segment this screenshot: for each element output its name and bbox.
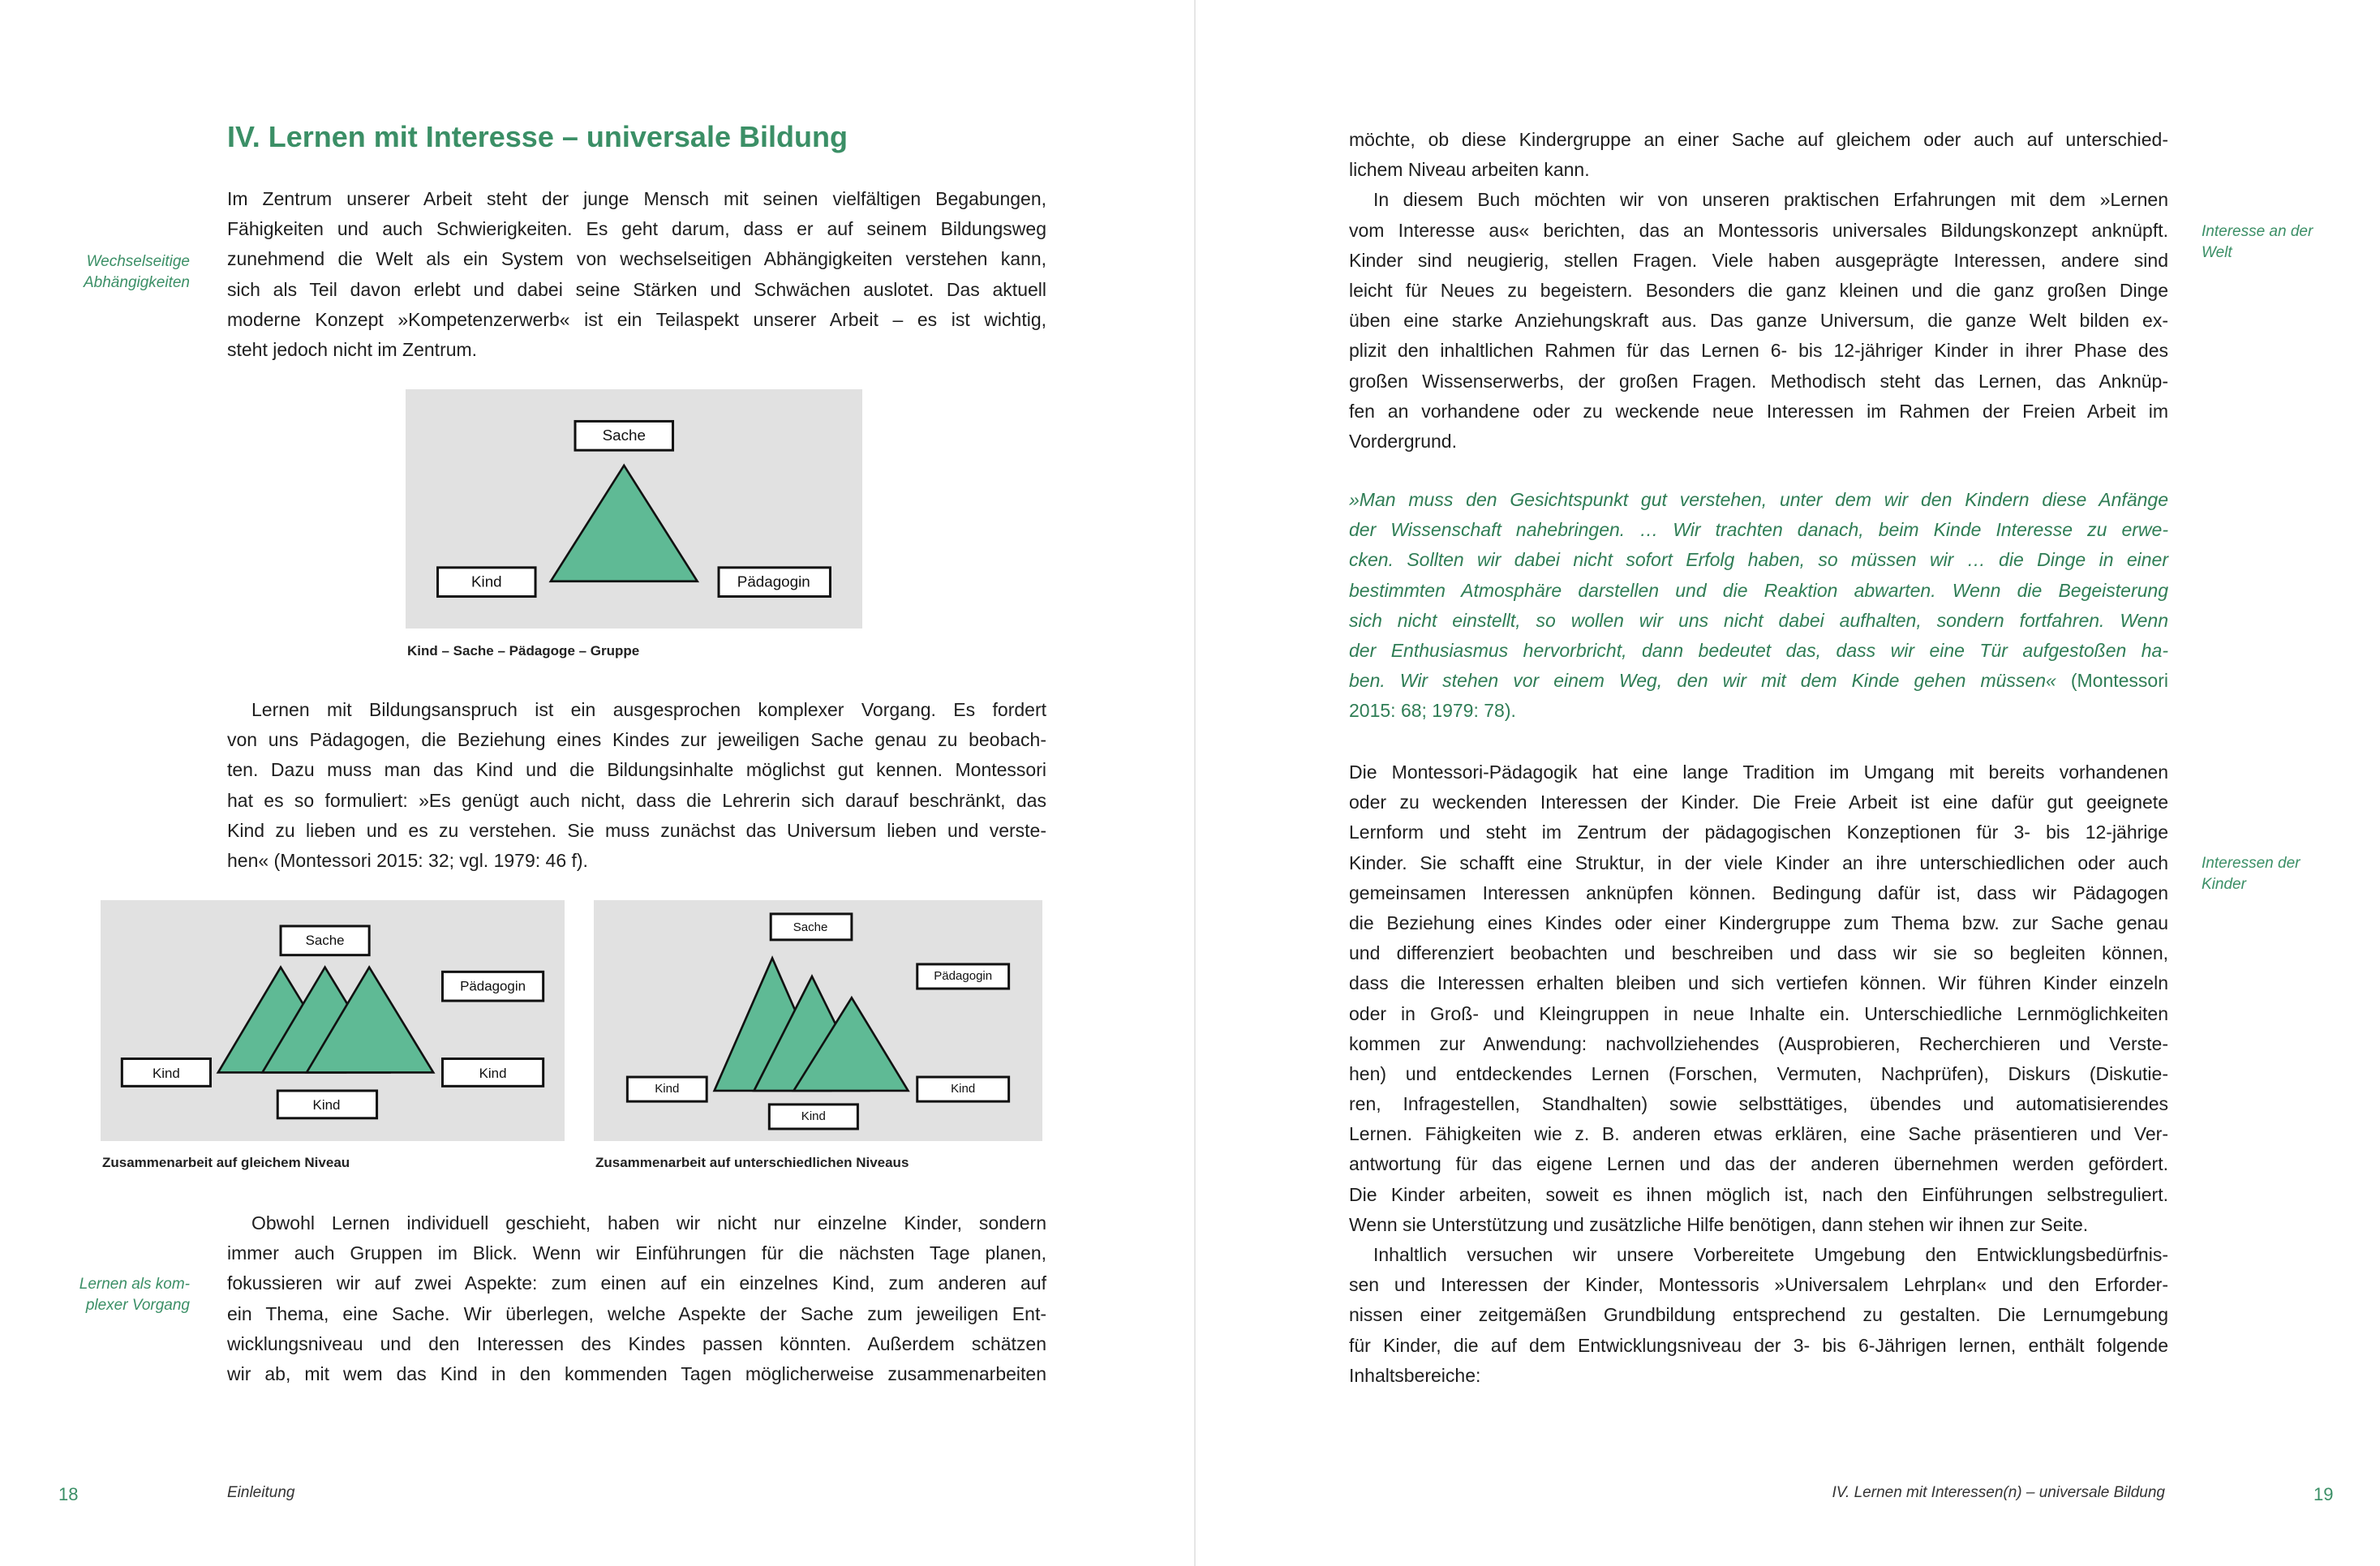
label-kind: Kind: [152, 1065, 180, 1081]
diagram-same-level: [101, 900, 565, 1141]
text-line: gemeinsamen Interessen anknüpfen können. Bedingung dafür ist, dass wir Pädagogen: [1349, 882, 2168, 903]
running-head: Einleitung: [227, 1484, 295, 1501]
text-line: Lernen mit Bildungsanspruch ist ein ausgesprochen komplexer Vorgang. Es fordert: [251, 699, 1046, 720]
label-kind: Kind: [479, 1065, 507, 1081]
margin-note-line: Interessen der: [2202, 855, 2301, 872]
citation: 2015: 68; 1979: 78).: [1349, 700, 1516, 722]
text-line: vom Interesse aus« berichten, das an Montessoris universales Bildungskonzept anknüpft.: [1349, 219, 2168, 241]
quote-line: der Enthusiasmus hervorbricht, dann bedeutet das, dass wir eine Tür aufgestoßen ha-: [1349, 639, 2168, 661]
text-line: üben eine starke Anziehungskraft aus. Das ganze Universum, die ganze Welt bilden ex-: [1349, 310, 2168, 332]
text-line: ein Thema, eine Sache. Wir überlegen, welche Aspekte der Sache zum jeweiligen Ent-: [227, 1302, 1046, 1324]
figure-caption: Zusammenarbeit auf unterschiedlichen Niveaus: [595, 1155, 909, 1170]
text-line: Kinder sind neugierig, stellen Fragen. Viele haben ausgeprägte Interessen, andere sind: [1349, 249, 2168, 271]
label-paedagogin: Pädagogin: [460, 978, 526, 994]
quote-line: sich nicht einstellt, so wollen wir uns nicht dabei aufhalten, sondern fortfahren. Wenn: [1349, 609, 2168, 631]
label-sache: Sache: [602, 427, 646, 444]
label-paedagogin: Pädagogin: [934, 968, 993, 983]
body-paragraph: [227, 184, 1046, 365]
text-line: hat es so formuliert: »Es genügt auch nicht, dass die Lehrerin sich darauf beschränkt, das: [227, 789, 1046, 811]
text-line: plizit den inhaltlichen Rahmen für das Lernen 6- bis 12-jähriger Kinder in ihrer Phase des: [1349, 340, 2168, 362]
text-line: steht jedoch nicht im Zentrum.: [227, 338, 478, 360]
text-line: hen« (Montessori 2015: 32; vgl. 1979: 46 f).: [227, 849, 588, 871]
quote-text: ben. Wir stehen vor einem Weg, den wir mit dem Kinde gehen müssen«: [1349, 670, 2071, 692]
text-line: zunehmend die Welt als ein System von wechselseitigen Abhängigkeiten verstehen kann,: [227, 248, 1046, 270]
triangle-shape: [551, 466, 698, 581]
text-line: Lernform und steht im Zentrum der pädagogischen Konzeptionen für 3- bis 12-jährige: [1349, 822, 2168, 843]
text-line: oder zu weckenden Interessen der Kinder. Die Freie Arbeit ist eine dafür gut geeignete: [1349, 792, 2168, 813]
margin-note-line: Welt: [2202, 244, 2232, 261]
text-line: nissen einer zeitgemäßen Grundbildung entsprechend zu gestalten. Die Lernumgebung: [1349, 1304, 2168, 1326]
text-line: Vordergrund.: [1349, 430, 1457, 452]
body-paragraph: [1349, 125, 2168, 457]
page-number: 18: [58, 1484, 79, 1504]
text-line: fen an vorhandene oder zu weckende neue Interessen im Rahmen der Freien Arbeit im: [1349, 400, 2168, 422]
margin-note: [2202, 853, 2300, 895]
text-line: kommen zur Anwendung: nachvollziehendes (Ausprobieren, Recherchieren und Verste-: [1349, 1032, 2168, 1054]
chapter-heading: IV. Lernen mit Interesse – universale Bildung: [227, 120, 848, 153]
text-line: Im Zentrum unserer Arbeit steht der junge Mensch mit seinen vielfältigen Begabungen,: [227, 188, 1046, 209]
text-line: Die Kinder arbeiten, soweit es ihnen möglich ist, nach den Einführungen selbstreguliert.: [1349, 1183, 2168, 1205]
text-line: wir ab, mit wem das Kind in den kommenden Tagen möglicherweise zusammenarbeiten: [227, 1362, 1046, 1384]
figure-caption: Kind – Sache – Pädagoge – Gruppe: [407, 643, 640, 659]
figure-caption: Zusammenarbeit auf gleichem Niveau: [102, 1155, 350, 1170]
text-line: von uns Pädagogen, die Beziehung eines Kindes zur jeweiligen Sache genau zu beobach-: [227, 729, 1046, 751]
text-line: Fähigkeiten und auch Schwierigkeiten. Es geht darum, dass er auf seinem Bildungsweg: [227, 218, 1046, 240]
text-line: In diesem Buch möchten wir von unseren praktischen Erfahrungen mit dem »Lernen: [1373, 189, 2168, 211]
margin-note-line: Wechselseitige: [86, 253, 190, 270]
label-sache: Sache: [305, 933, 345, 949]
margin-note: [49, 1274, 190, 1316]
label-sache: Sache: [793, 920, 828, 934]
text-line: möchte, ob diese Kindergruppe an einer Sache auf gleichem oder auch auf unterschied-: [1349, 129, 2168, 150]
page-number: 19: [2313, 1484, 2334, 1504]
margin-note-line: plexer Vorgang: [85, 1297, 190, 1314]
quote-line: bestimmten Atmosphäre darstellen und die Reaktion abwarten. Wenn die Begeisterung: [1349, 579, 2168, 601]
text-line: Lernen. Fähigkeiten wie z. B. anderen etwas erklären, eine Sache präsentieren und Ver-: [1349, 1123, 2168, 1145]
margin-note-line: Interesse an der: [2202, 223, 2313, 240]
margin-note-line: Kinder: [2202, 876, 2246, 893]
text-line: Kind zu lieben und es zu verstehen. Sie muss zunächst das Universum lieben und verste-: [227, 819, 1046, 841]
quote-line: cken. Sollten wir dabei nicht sofort Erfolg haben, so müssen wir … die Dinge in einer: [1349, 549, 2168, 571]
margin-note-line: Lernen als kom-: [79, 1276, 190, 1293]
margin-note: [49, 251, 190, 294]
page-gutter: [1194, 0, 1196, 1566]
text-line: antwortung für das eigene Lernen und das der anderen übernehmen werden gefördert.: [1349, 1153, 2168, 1175]
diagram-kind-sache-paedagoge: [406, 389, 862, 629]
text-line: großen Wissenserwerbs, der großen Fragen. Methodisch steht das Lernen, das Anknüp-: [1349, 370, 2168, 392]
citation: (Montessori: [2070, 670, 2168, 692]
text-line: moderne Konzept »Kompetenzerwerb« ist ein Teilaspekt unserer Arbeit – es ist wichtig,: [227, 308, 1046, 330]
text-line: fokussieren wir auf zwei Aspekte: zum einen auf ein einzelnes Kind, zum anderen auf: [227, 1272, 1046, 1294]
text-line: wicklungsniveau und den Interessen des Kindes passen könnten. Außerdem schätzen: [227, 1332, 1046, 1354]
label-kind: Kind: [470, 573, 502, 590]
label-kind: Kind: [312, 1097, 341, 1113]
text-line: dass die Interessen erhalten bleiben und sich vertiefen können. Wir führen Kinder einzeln: [1349, 972, 2168, 994]
quote-line: [1349, 666, 2168, 696]
block-quote: [1349, 485, 2168, 727]
diagram-different-levels: [594, 900, 1042, 1141]
text-line: sen und Interessen der Kinder, Montessoris »Universalem Lehrplan« und den Erforder-: [1349, 1274, 2168, 1296]
text-line: sich als Teil davon erlebt und dabei seine Stärken und Schwächen auslotet. Das aktuell: [227, 278, 1046, 300]
text-line: Wenn sie Unterstützung und zusätzliche Hilfe benötigen, dann stehen wir ihnen zur Seite.: [1349, 1213, 2089, 1235]
text-line: oder in Groß- und Kleingruppen in neue Inhalte ein. Unterschiedliche Lernmöglichkeiten: [1349, 1002, 2168, 1024]
label-kind: Kind: [801, 1109, 826, 1123]
text-line: leicht für Neues zu begeistern. Besonders die ganz kleinen und die ganz großen Dinge: [1349, 279, 2168, 301]
text-line: hen) und entdeckendes Lernen (Forschen, Vermuten, Nachprüfen), Diskurs (Diskutie-: [1349, 1062, 2168, 1084]
text-line: Inhaltsbereiche:: [1349, 1364, 1481, 1386]
text-line: Inhaltlich versuchen wir unsere Vorbereitete Umgebung den Entwicklungsbedürfnis-: [1373, 1244, 2168, 1265]
label-paedagogin: Pädagogin: [737, 573, 810, 590]
text-line: immer auch Gruppen im Blick. Wenn wir Einführungen für die nächsten Tage planen,: [227, 1242, 1046, 1264]
margin-note-line: Abhängigkeiten: [84, 274, 190, 291]
quote-line: »Man muss den Gesichtspunkt gut verstehen, unter dem wir den Kindern diese Anfänge: [1349, 489, 2168, 510]
body-paragraph: [1349, 757, 2168, 1391]
text-line: lichem Niveau arbeiten kann.: [1349, 159, 1590, 181]
text-line: für Kinder, die auf dem Entwicklungsniveau der 3- bis 6-Jährigen lernen, enthält folgende: [1349, 1334, 2168, 1356]
label-kind: Kind: [655, 1082, 680, 1096]
text-line: ten. Dazu muss man das Kind und die Bildungsinhalte möglichst gut kennen. Montessori: [227, 759, 1046, 781]
label-kind: Kind: [951, 1082, 976, 1096]
body-paragraph: [227, 695, 1046, 876]
running-head: IV. Lernen mit Interessen(n) – universale Bildung: [1832, 1484, 2165, 1501]
text-line: Die Montessori-Pädagogik hat eine lange Tradition im Umgang mit bereits vorhandenen: [1349, 762, 2168, 783]
text-line: ren, Infragestellen, Standhalten) sowie selbsttätiges, übendes und automatisierendes: [1349, 1093, 2168, 1115]
text-line: und differenziert beobachten und beschreiben und dass wir sie so begleiten können,: [1349, 942, 2168, 964]
text-line: Obwohl Lernen individuell geschieht, haben wir nicht nur einzelne Kinder, sondern: [251, 1212, 1046, 1233]
text-line: die Beziehung eines Kindes oder einer Kindergruppe zum Thema bzw. zur Sache genau: [1349, 912, 2168, 933]
body-paragraph: [227, 1208, 1046, 1389]
margin-note: [2202, 221, 2313, 264]
quote-line: der Wissenschaft nahebringen. … Wir trachten danach, beim Kinde Interesse zu erwe-: [1349, 519, 2168, 541]
text-line: Kinder. Sie schafft eine Struktur, in der viele Kinder an ihre unterschiedlichen oder auch: [1349, 852, 2168, 873]
